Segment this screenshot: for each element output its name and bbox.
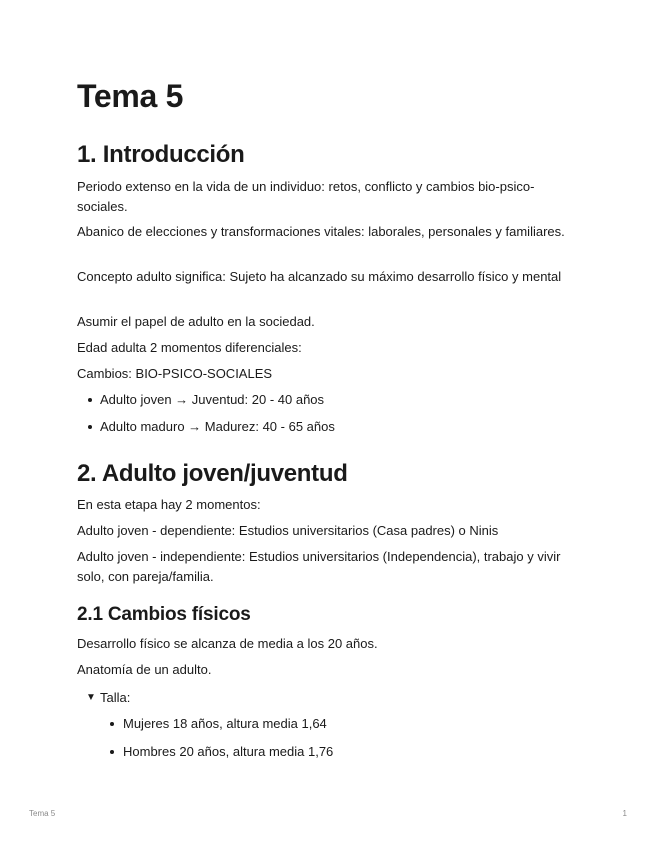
list-item: Adulto maduro → Madurez: 40 - 65 años [100, 419, 335, 434]
footer-document-title: Tema 5 [29, 809, 56, 818]
section-heading-cambios-fisicos: 2.1 Cambios físicos [77, 604, 251, 625]
paragraph: Edad adulta 2 momentos diferenciales: [77, 340, 302, 355]
bullet-dot [110, 722, 114, 726]
list-item: Hombres 20 años, altura media 1,76 [123, 744, 334, 759]
paragraph: En esta etapa hay 2 momentos: [77, 497, 261, 512]
paragraph: Anatomía de un adulto. [77, 662, 212, 677]
paragraph: Desarrollo físico se alcanza de media a los 20 años. [77, 636, 378, 651]
footer-page-number: 1 [622, 809, 627, 818]
paragraph: Adulto joven - dependiente: Estudios universitarios (Casa padres) o Ninis [77, 523, 499, 538]
bullet-dot [88, 425, 92, 429]
page-title: Tema 5 [77, 78, 184, 114]
list-item: Adulto joven → Juventud: 20 - 40 años [100, 392, 325, 407]
paragraph: Adulto joven - independiente: Estudios universitarios (Independencia), trabajo y vivir solo, con pareja/familia. [77, 549, 561, 584]
bullet-dot [88, 398, 92, 402]
paragraph: Periodo extenso en la vida de un individuo: retos, conflicto y cambios bio-psico-sociales. [77, 179, 535, 214]
paragraph: Asumir el papel de adulto en la sociedad. [77, 314, 315, 329]
toggle-label: Talla: [100, 690, 131, 705]
paragraph: Abanico de elecciones y transformaciones vitales: laborales, personales y familiares. [77, 224, 565, 239]
list-item: Mujeres 18 años, altura media 1,64 [123, 716, 327, 731]
section-heading-introduccion: 1. Introducción [77, 141, 245, 168]
toggle-triangle-icon[interactable]: ▼ [86, 692, 96, 703]
paragraph: Concepto adulto significa: Sujeto ha alcanzado su máximo desarrollo físico y mental [77, 269, 562, 284]
section-heading-adulto-joven: 2. Adulto joven/juventud [77, 460, 348, 487]
paragraph: Cambios: BIO-PSICO-SOCIALES [77, 366, 273, 381]
bullet-dot [110, 750, 114, 754]
